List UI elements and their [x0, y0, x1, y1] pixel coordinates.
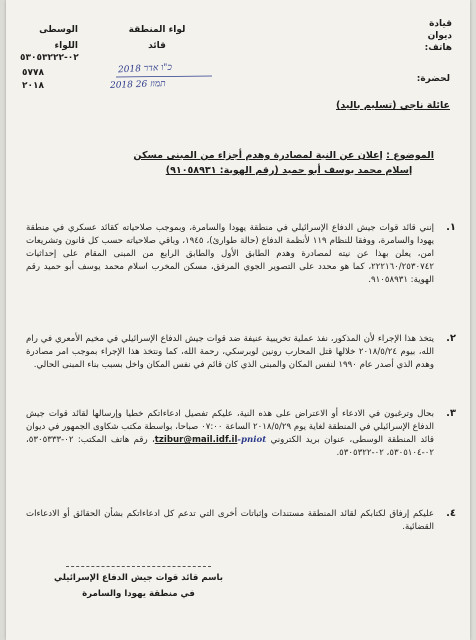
recipient-name: عائلة ناجي (تسليم باليد): [336, 100, 450, 111]
paragraph-text-before: بحال وترغبون في الادعاء أو الاعتراض على هذه النية، عليكم تفصيل ادعاءاتكم خطيا وإرسالها لقائد قوات جيش الدفاع الإسرائيلي في المنطقة لغاية يوم ٢٠١٨/٥/٢٩ الساعة ٠٧:٠٠ صباحا، بواسطة مكتب شكاوى الجمهور في ديوان قائد المنطقة الوسطى، عنوان بريد الكتروني: [26, 409, 435, 445]
subject-line2: إسلام محمد يوسف أبو حميد (رقم الهوية: ٩١٠٥٨٩٣١): [165, 165, 413, 176]
paragraph-3: [26, 408, 456, 460]
paragraph-4: [26, 508, 456, 534]
header-right-line: ديوان: [427, 31, 452, 41]
paragraph-text: إنني قائد قوات جيش الدفاع الإسرائيلي في منطقة يهودا والسامرة، وبموجب صلاحياته كقائد عسكري في منطقة يهودا والسامرة، ووفقا للنظام ١١٩ لأنظمة الدفاع (حالة طوارئ)، ١٩٤٥، وباقي صلاحياته حسب كل قانون وتشريعات امن، يعلن بهذا عن نيته لمصادرة وهدم الطابق الأول والطابق الرابع من المبنى المقام على إحداثيات ٢٢٢١٦٠/٢٥٣٠٧٤٢، كما هو محدد على التصوير الجوي المرفق، مسكن المخرب اسلام محمد يوسف أبو حميد رقم الهوية: ٩١٠٥٨٩٣١.: [26, 223, 435, 285]
signature-line: باسم قائد قوات جيش الدفاع الإسرائيلي: [54, 573, 223, 583]
handwritten-date-hebrew: כ"ו אדר 2018: [117, 62, 173, 76]
paragraph-text: يتخذ هذا الإجراء لأن المذكور، نفذ عملية تخريبية عنيفة ضد قوات جيش الدفاع الإسرائيلي في مخيم الأمعري في رام الله، بيوم ٢٠١٨/٥/٢٤ خلالها قتل المحارب رونين لوبرسكي، رحمة الله، كما ونتخذ هذا الإجراء بموجب امر مصادرة وهدم الذي أصدر عام ١٩٩٠ لنفس المكان والمبنى الذي كان قائم في نفس المكان واخل بسبب بناء المبنى الحالي.: [26, 334, 434, 370]
header-center-line: لواء المنطقة: [128, 25, 186, 35]
paragraph-text: عليكم إرفاق لكتابكم لقائد المنطقة مستندات وإثباتات أخرى التي تدعم كل ادعاءاتكم بشأن الحقائق أو الادعاءات القضائية.: [26, 509, 434, 532]
header-right-line: هاتف:: [424, 43, 452, 53]
subject-line1: إعلان عن النية لمصادرة وهدم أجزاء من المبنى مسكن: [133, 150, 383, 161]
header-right: [425, 18, 452, 54]
header-center-line: قائد: [148, 41, 166, 51]
paragraph-number: ٣.: [446, 408, 456, 419]
subject: [104, 148, 434, 178]
header-left: [18, 24, 78, 52]
header-left-line: اللواء: [54, 41, 78, 51]
paragraph-1: [26, 222, 456, 287]
header-left-line: الوسطى: [39, 25, 78, 35]
header-center: [102, 24, 212, 52]
header-phone: ٠٢-٥٣٠٥٣٢٢٢: [20, 53, 79, 63]
year-printed: ٢٠١٨: [22, 81, 44, 91]
reference-number: ٥٧٧٨: [22, 68, 44, 78]
document-page: [6, 0, 470, 640]
paragraph-text: [26, 408, 434, 460]
paragraph-number: ٢.: [446, 333, 456, 344]
email-handwritten: pniot-: [237, 435, 267, 445]
signature-rule: [66, 566, 211, 567]
paragraph-2: [26, 333, 456, 372]
header-right-line: قيادة: [429, 19, 452, 29]
email-address: tzibur@mail.idf.il: [154, 435, 238, 445]
paragraph-text-after: ، رقم هاتف المكتب: ٠٢-٥٣٠٥٣٣٣، ٠٢-٥٣٠٥١٠٤، ٠٢-٥٣٠٥٣٢٢.: [26, 435, 434, 458]
signature-line: في منطقة يهودا والسامرة: [82, 589, 195, 599]
recipient-label: لحضرة:: [416, 74, 450, 84]
paragraph-number: ٤.: [446, 508, 456, 519]
handwritten-date: 2018 תמוז 26: [109, 79, 166, 91]
subject-label: الموضوع :: [386, 150, 434, 161]
signature-block: [36, 572, 241, 600]
paragraph-number: ١.: [446, 222, 456, 233]
